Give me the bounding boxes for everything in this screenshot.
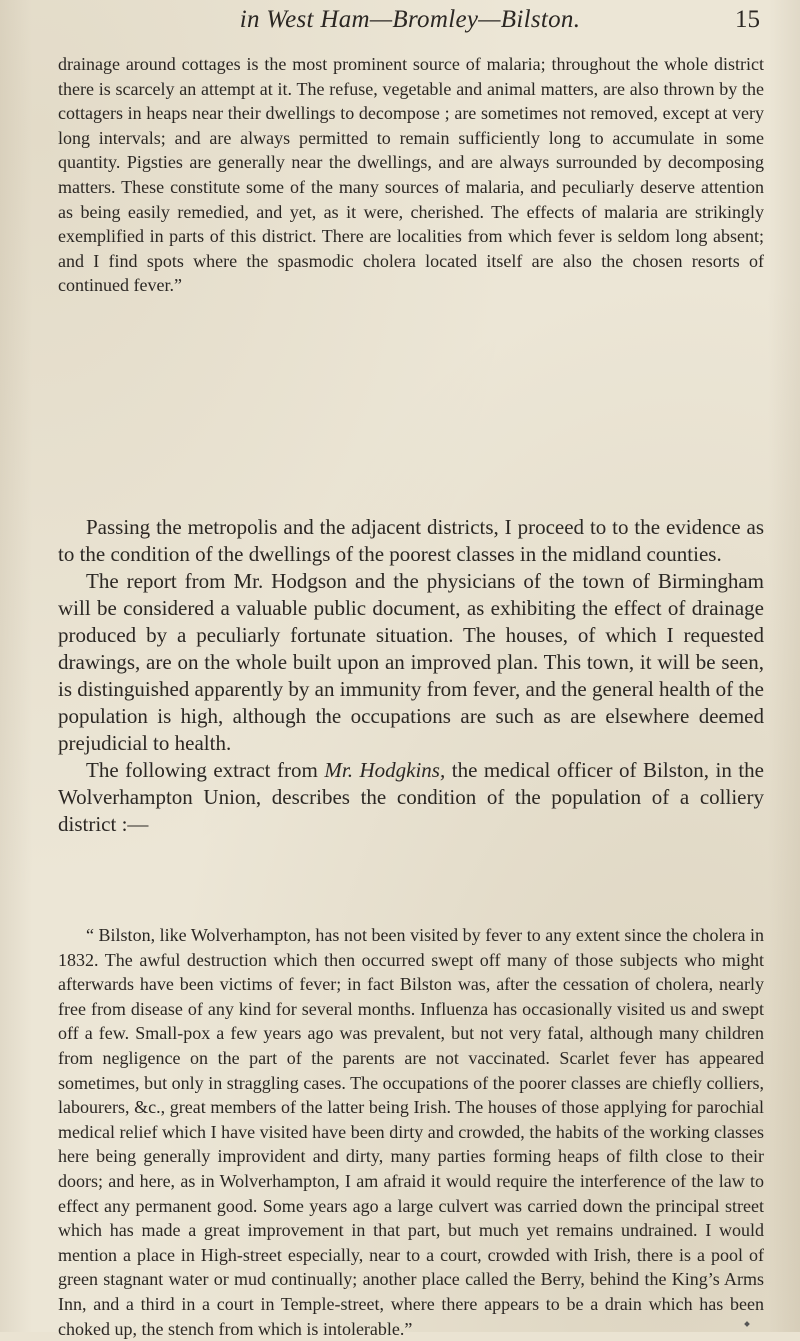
name-hodgkins: Mr. Hodgkins,	[324, 758, 446, 782]
paragraph-following	[58, 757, 764, 838]
paragraph-report: The report from Mr. Hodgson and the physicians of the town of Birmingham will be considered a valuable public document, as exhibiting the effect of drainage produced by a peculiarly fortunate situation. The houses, of which I requested drawings, are on the whole built upon an improved plan. This town, it will be seen, is distinguished apparently by an immunity from fever, and the general health of the population is high, although the occupations are such as are elsewhere deemed prejudicial to health.	[58, 569, 764, 755]
page-number: 15	[735, 6, 760, 33]
quote-continuation: drainage around cottages is the most prominent source of malaria; throughout the whole district there is scarcely an attempt at it. The refuse, vegetable and animal matters, are also thrown by the cottagers in heaps near their dwellings to decompose ; are sometimes not removed, except at very long intervals; and are always permitted to remain sufficiently long to accumulate in some quantity. Pigsties are generally near the dwellings, and are always surrounded by decomposing matters. These constitute some of the many sources of malaria, and peculiarly deserve attention as being easily remedied, and yet, as it were, cherished. The effects of malaria are strikingly exemplified in parts of this district. There are localities from which fever is seldom long absent; and I find spots where the spasmodic cholera located itself are also the chosen resorts of continued fever.”	[58, 54, 764, 296]
following-text-before: The following extract from	[86, 758, 318, 782]
following-text-after: the medical officer of Bilston, in the Wolverhampton Union, describes the condition of the population of a colliery district :—	[58, 758, 764, 836]
page-header	[60, 6, 760, 46]
running-title: in West Ham—Bromley—Bilston.	[239, 6, 581, 33]
main-paragraphs	[58, 514, 764, 838]
quote-bilston: “ Bilston, like Wolverhampton, has not been visited by fever to any extent since the cholera in 1832. The awful destruction which then occurred swept off many of those subjects who might afterwards have been victims of fever; in fact Bilston was, after the cessation of cholera, nearly free from disease of any kind for several months. Influenza has occasionally visited us and swept off a few. Small-pox a few years ago was prevalent, but not very fatal, although many children from negligence on the part of the parents are not vaccinated. Scarlet fever has appeared sometimes, but only in straggling cases. The occupations of the poorer classes are chiefly colliers, labourers, &c., great members of the latter being Irish. The houses of those applying for parochial medical relief which I have visited have been dirty and crowded, the habits of the working classes here being generally improvident and dirty, many parties forming heaps of filth close to their doors; and here, as in Wolverhampton, I am afraid it would require the interference of the law to effect any permanent good. Some years ago a large culvert was carried down the principal street which has made a great improvement in that part, but much yet remains undrained. I would mention a place in High-street especially, near to a court, crowded with Irish, there is a pool of green stagnant water or mud continually; another place called the Berry, behind the King’s Arms Inn, and a third in a court in Temple-street, where there appears to be a drain which has been choked up, the stench from which is intolerable.”	[58, 925, 764, 1339]
paragraph-passing: Passing the metropolis and the adjacent districts, I proceed to to the evidence as to the condition of the dwellings of the poorest classes in the midland counties.	[58, 515, 764, 566]
